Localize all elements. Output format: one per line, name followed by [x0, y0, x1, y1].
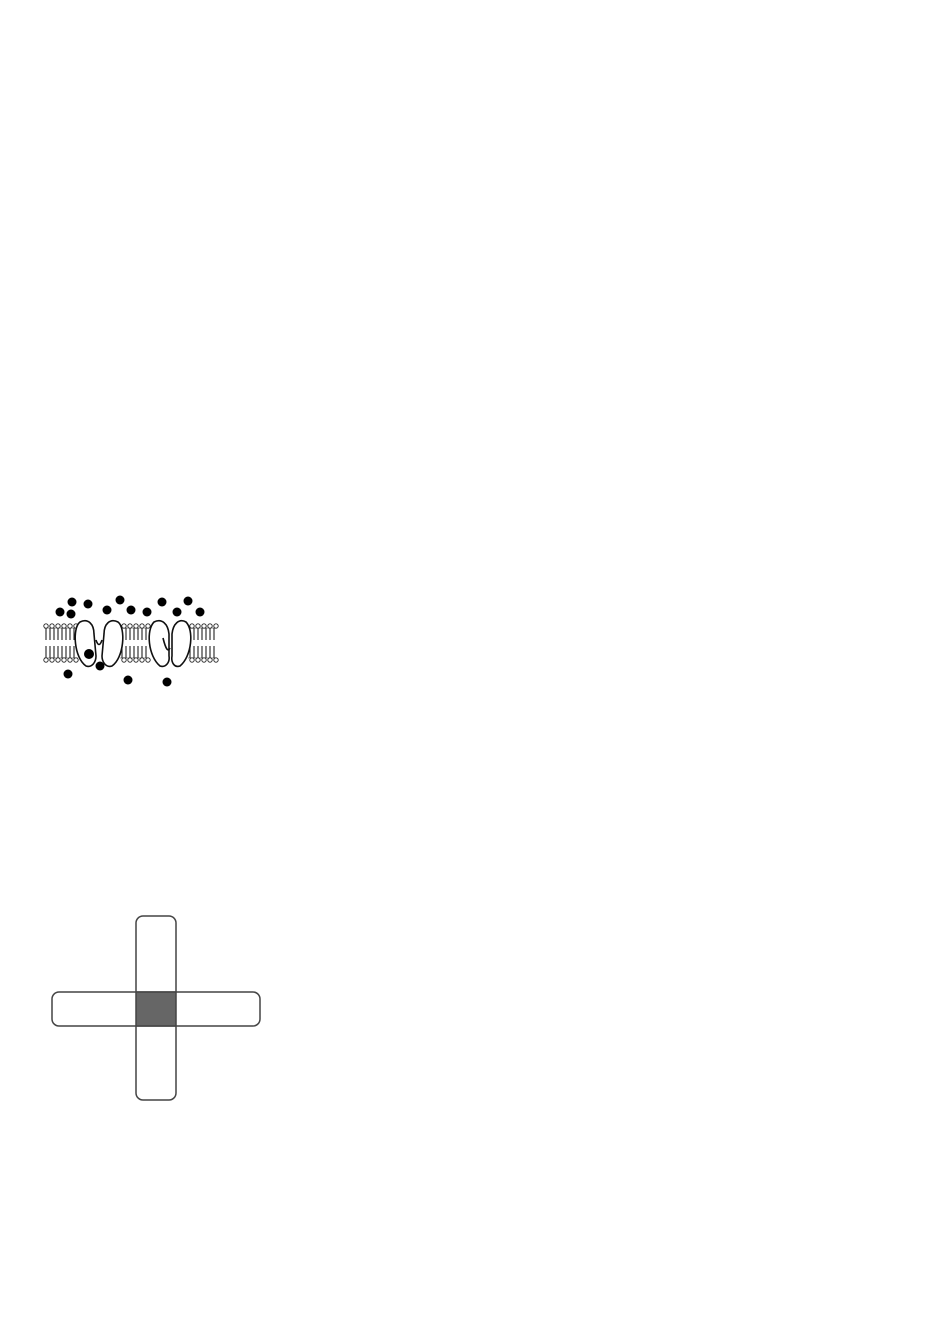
- molecules-inside: [64, 662, 172, 687]
- transported-molecule: [84, 649, 94, 659]
- membrane-transport-diagram: [42, 590, 220, 692]
- question-1-options: [46, 361, 102, 379]
- bilayer-middle: [120, 628, 148, 658]
- bilayer-right: [188, 628, 216, 658]
- shaded-overlap: [136, 992, 176, 1026]
- molecules-outside: [56, 596, 205, 619]
- carrier-protein-2: [149, 621, 191, 667]
- lipid-bilayer: [44, 624, 218, 662]
- organism-cross-diagram: [48, 914, 264, 1104]
- carrier-protein-1: [75, 621, 123, 667]
- bilayer-left: [44, 628, 78, 658]
